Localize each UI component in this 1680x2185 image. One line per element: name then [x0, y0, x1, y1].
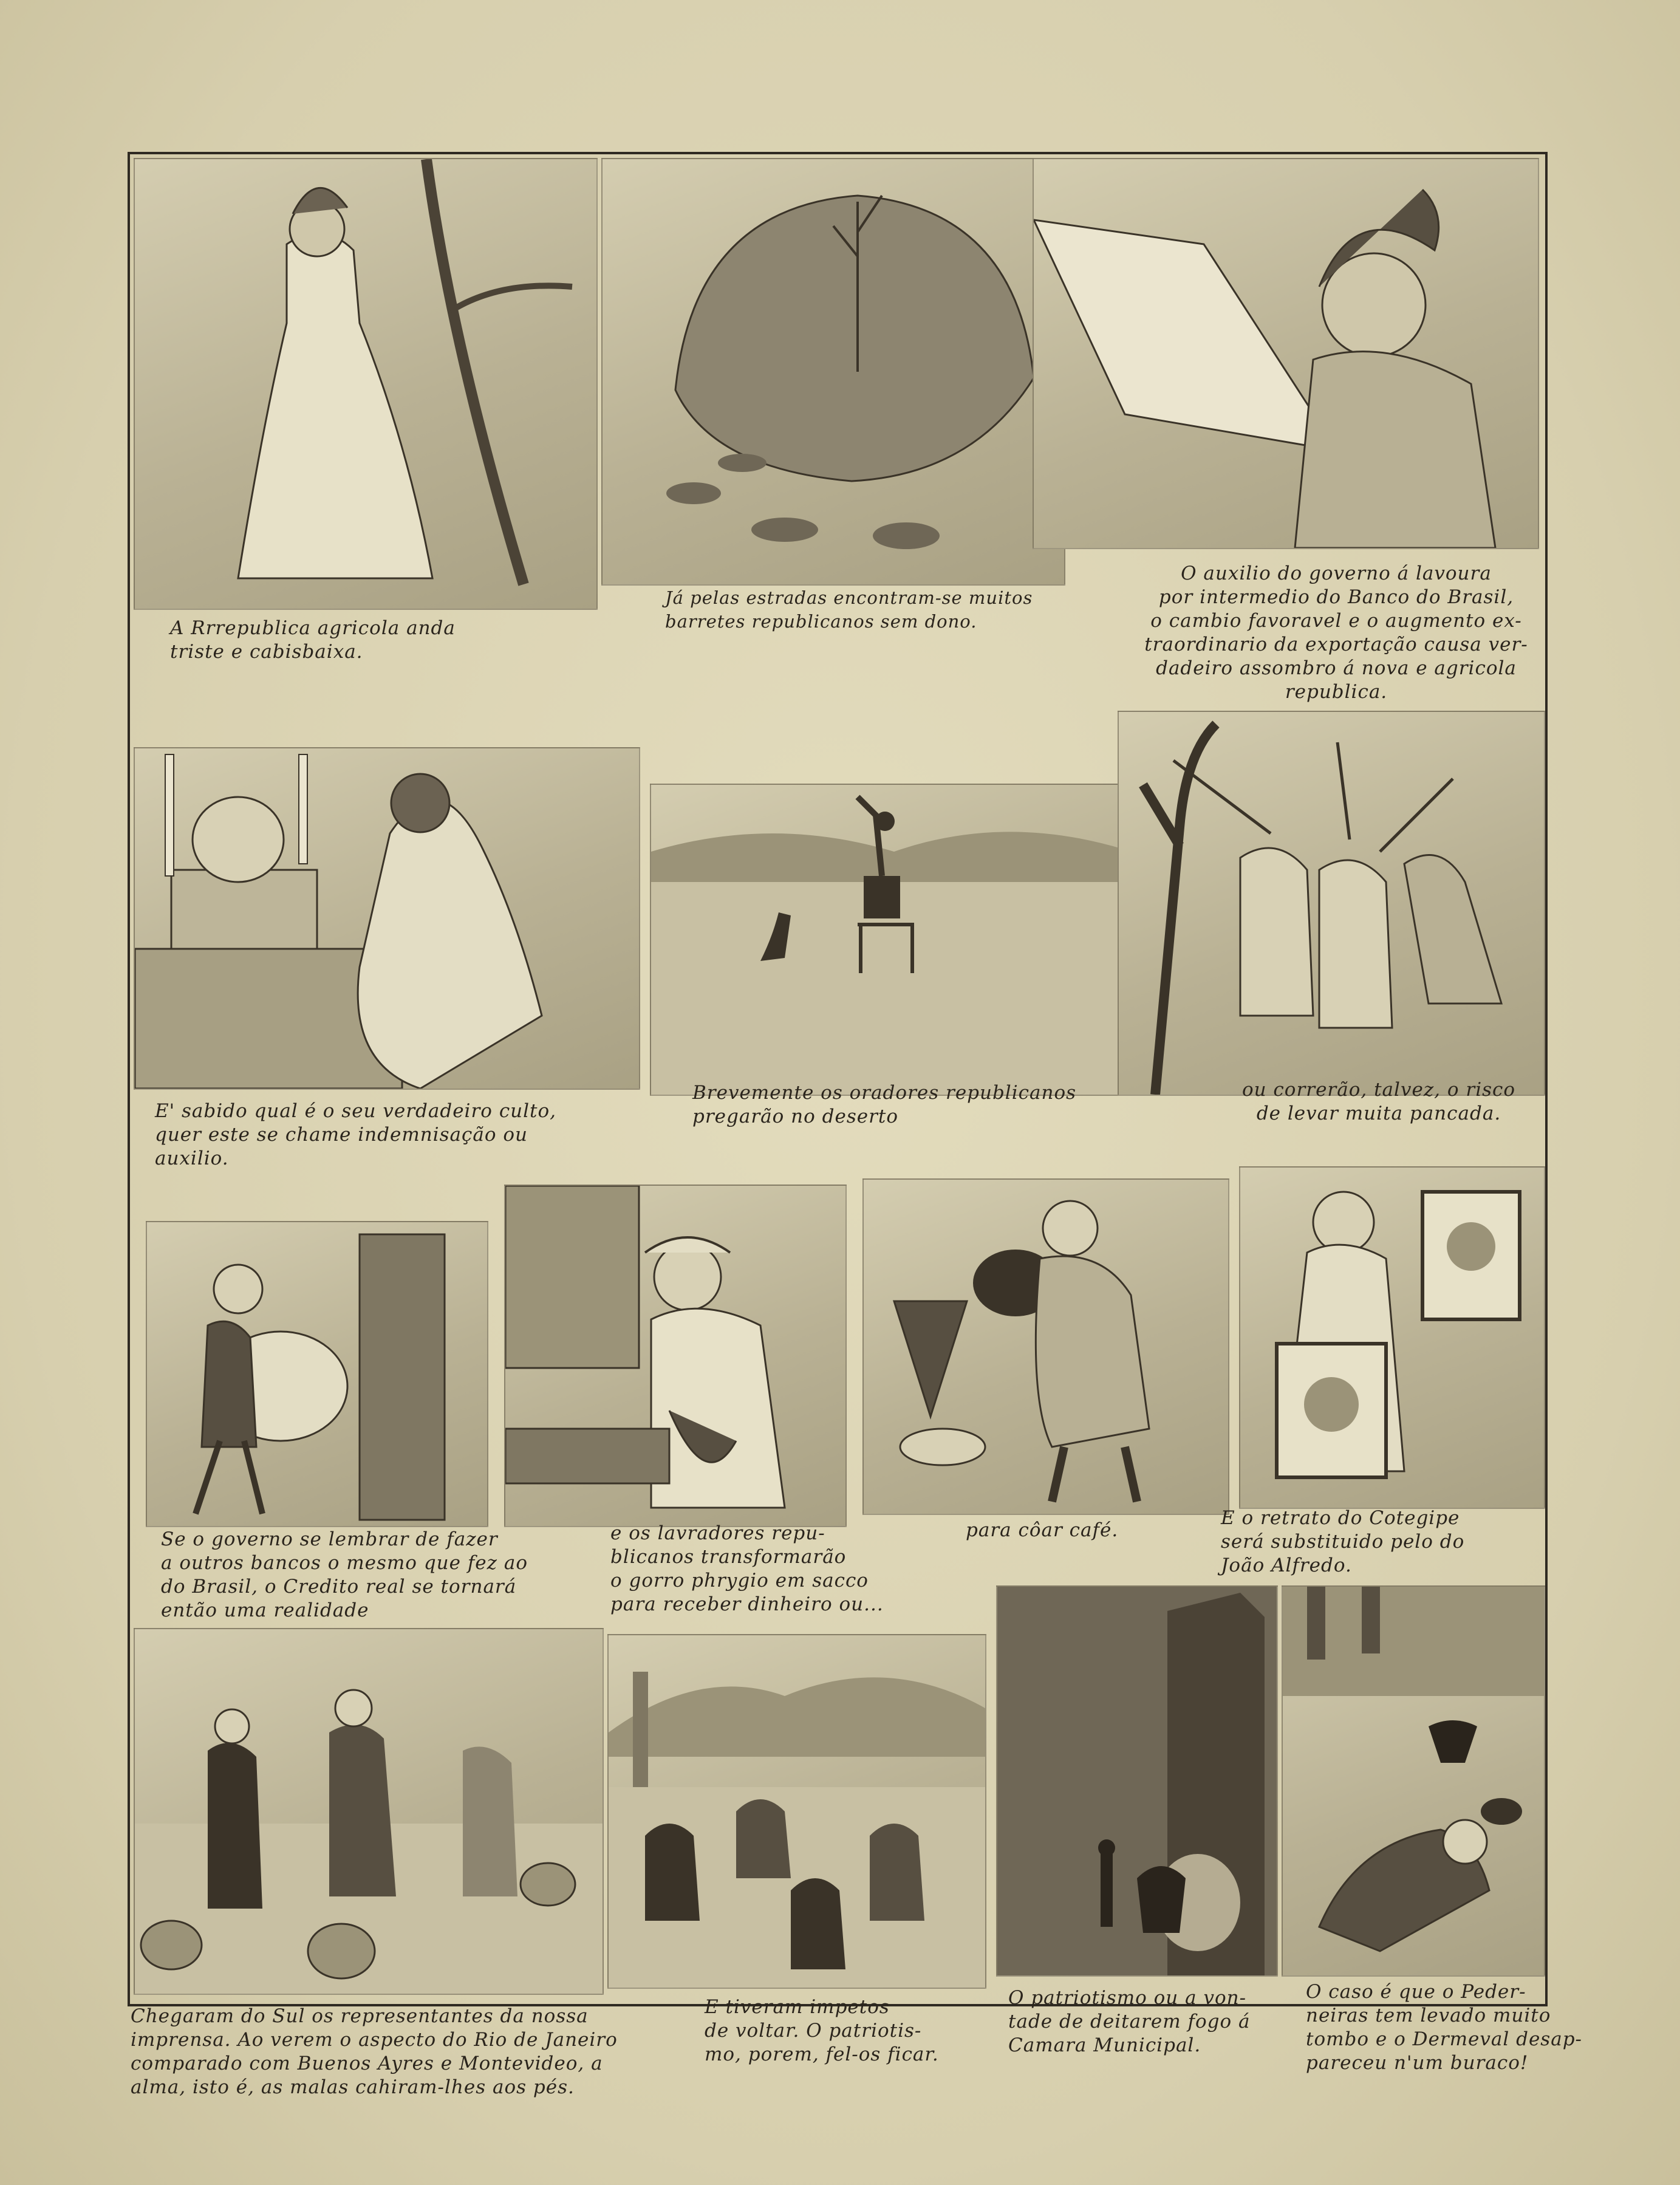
- panel-fire-caption: O patriotismo ou a von- tade de deitarem fogo á Camara Municipal.: [1008, 1987, 1251, 2056]
- kneeling-woman-altar-illustration: [135, 748, 639, 1089]
- panel-worship-caption: E' sabido qual é o seu verdadeiro culto, quer este se chame indemnisação ou auxilio.: [155, 1100, 557, 1169]
- men-dropping-luggage-illustration: [135, 1629, 603, 1994]
- men-running-illustration: [609, 1635, 985, 1988]
- panel-beating: [1118, 711, 1545, 1096]
- panel-newspaper-caption: O auxilio do governo á lavoura por intermedio do Banco do Brasil, o cambio favoravel e o augmento ex- traordinario da exportação causa ver- dadeiro assombro á nova e agricola republica.: [1144, 562, 1528, 703]
- rock-road-illustration: [603, 159, 1064, 584]
- panel-press-arrival: [134, 1628, 604, 1995]
- panel-cap-sack-caption: e os lavradores repu- blicanos transformarão o gorro phrygio em sacco para receber dinheiro ou...: [610, 1522, 884, 1615]
- man-pouring-coffee-illustration: [864, 1180, 1228, 1514]
- panel-fall-caption: O caso é que o Peder- neiras tem levado muito tombo e o Dermeval desap- pareceu n'um buraco!: [1306, 1981, 1583, 2074]
- men-with-sticks-illustration: [1119, 712, 1544, 1095]
- panel-abandoned-caps-caption: Já pelas estradas encontram-se muitos barretes republicanos sem dono.: [665, 587, 1033, 632]
- panel-abandoned-caps: [601, 158, 1065, 586]
- man-falling-hole-illustration: [1283, 1587, 1544, 1975]
- panel-cap-sack: [504, 1185, 847, 1527]
- man-reading-newspaper-illustration: [1034, 159, 1538, 548]
- man-with-portraits-illustration: [1240, 1168, 1544, 1508]
- panel-newspaper: [1033, 158, 1539, 549]
- men-setting-fire-illustration: [997, 1587, 1277, 1975]
- panel-credit: [146, 1221, 488, 1527]
- panel-portrait-caption: E o retrato do Cotegipe será substituido pelo do João Alfredo.: [1221, 1507, 1465, 1576]
- man-carrying-sack-illustration: [147, 1222, 487, 1526]
- panel-republic-sad: [134, 158, 598, 610]
- orator-on-chair-illustration: [651, 785, 1149, 1095]
- panel-republic-sad-caption: A Rrrepublica agricola anda triste e cabisbaixa.: [170, 617, 456, 663]
- panel-run-back-caption: E tiveram impetos de voltar. O patriotis- mo, porem, fel-os ficar.: [705, 1996, 939, 2065]
- panel-credit-caption: Se o governo se lembrar de fazer a outros bancos o mesmo que fez ao do Brasil, o Credito real se tornará então uma realidade: [161, 1528, 528, 1621]
- panel-coffee-caption: para côar café.: [966, 1519, 1119, 1541]
- panel-fire: [996, 1585, 1278, 1977]
- panel-press-arrival-caption: Chegaram do Sul os representantes da nossa imprensa. Ao verem o aspecto do Rio de Janeiro comparado com Buenos Ayres e Montevideo, a alma, isto é, as malas cahiram-lhes aos pés.: [131, 2005, 618, 2098]
- panel-beating-caption: ou correrão, talvez, o risco de levar muita pancada.: [1241, 1079, 1516, 1124]
- panel-orator-caption: Brevemente os oradores republicanos pregarão no deserto: [692, 1082, 1077, 1127]
- panel-orator: [650, 784, 1150, 1096]
- panel-run-back: [607, 1634, 986, 1989]
- panel-portrait: [1239, 1166, 1545, 1509]
- man-with-cap-sack-illustration: [505, 1186, 845, 1526]
- panel-coffee: [862, 1178, 1229, 1515]
- panel-fall: [1282, 1585, 1545, 1977]
- woman-figure-illustration: [135, 159, 596, 609]
- panel-worship: [134, 747, 640, 1090]
